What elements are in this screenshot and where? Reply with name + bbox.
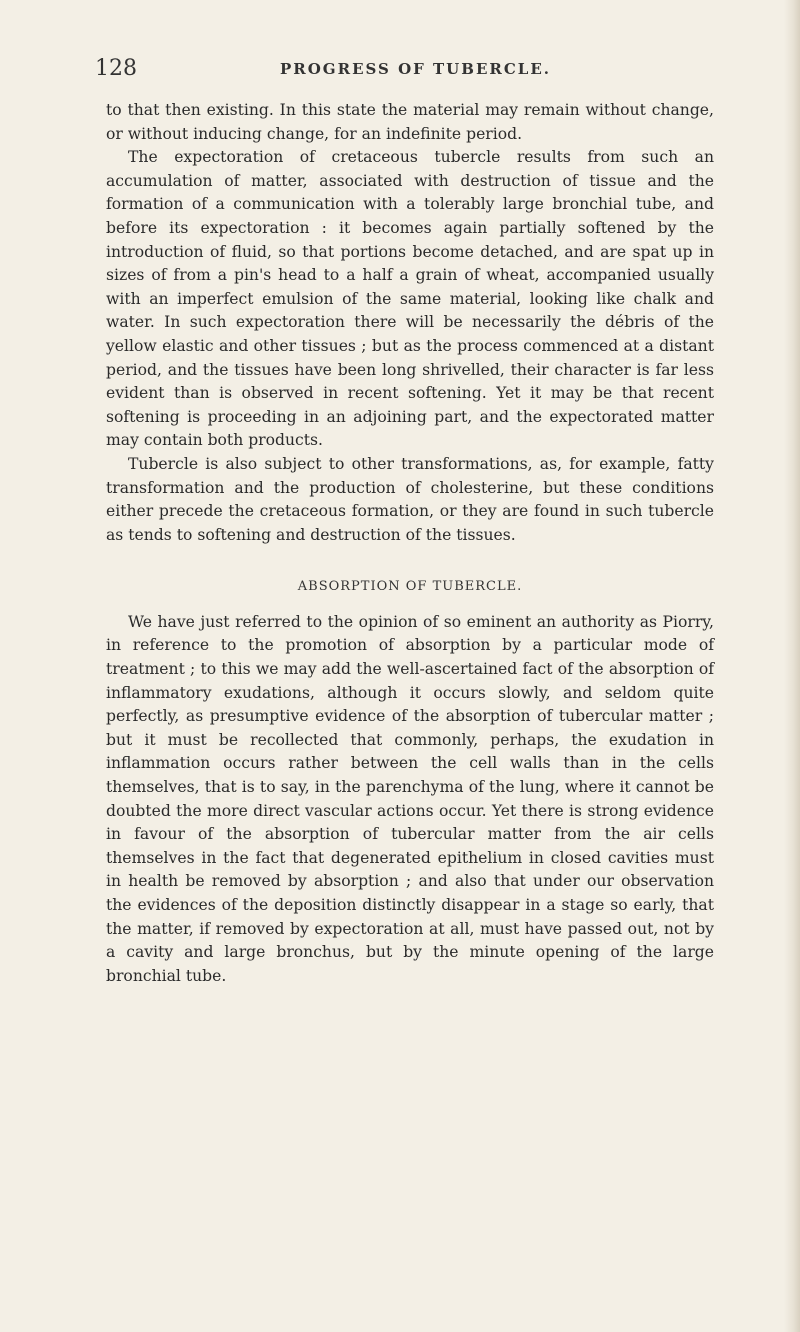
paragraph-absorption: We have just referred to the opinion of so eminent an authority as Piorry, in reference to the promotion of absorption by a particular mode of treatment ; to this we may add the well-ascertained fact of the absorption of inflammatory exudations, although it occurs slowly, and seldom quite perfectly, as presumptive evidence of the absorption of tubercular matter ; but it must be recollected that commonly, perhaps, the exudation in inflammation occurs rather between the cell walls than in the cells themselves, that is to say, in the parenchyma of the lung, where it cannot be doubted the more direct vascular actions occur. Yet there is strong evidence in favour of the absorption of tubercular matter from the air cells themselves in the fact that degenerated epithelium in closed cavities must in health be removed by absorption ; and also that under our observation the evidences of the deposition distinctly disappear in a stage so early, that the matter, if removed by expectoration at all, must have passed out, not by a cavity and large bronchus, but by the minute opening of the large bronchial tube. (106, 612, 714, 985)
paragraph-cretaceous-expectoration: The expectoration of cretaceous tubercle results from such an accumulation of matter, associated with destruction of tissue and the formation of a communication with a tolerably large bronchial tube, and before its expectoration : it becomes again partially softened by the introduction of fluid, so that portions become detached, and are spat up in sizes of from a pin's head to a half a grain of wheat, accompanied usually with an imperfect emulsion of the same material, looking like chalk and water. In such expectoration there will be necessarily the débris of the yellow elastic and other tissues ; but as the process commenced at a distant period, and the tissues have been long shrivelled, their character is far less evident than is observed in recent softening. Yet it may be that recent softening is proceeding in an adjoining part, and the expectorated matter may contain both products. (106, 148, 714, 450)
paragraph-continuation: to that then existing. In this state the material may remain without change, or without inducing change, for an indefinite period. (106, 101, 714, 143)
page-number: 128 (95, 56, 137, 81)
section-heading: ABSORPTION OF TUBERCLE. (297, 579, 523, 595)
paragraph-other-transformations: Tubercle is also subject to other transformations, as, for example, fatty transformation and the production of cholesterine, but these conditions either precede the cretaceous formation, or they are found in such tubercle as tends to softening and destruction of the tissues. (106, 454, 714, 544)
page-header (95, 56, 715, 84)
page-edge-shadow (784, 0, 800, 1332)
running-head: PROGRESS OF TUBERCLE. (280, 60, 551, 78)
body-text (106, 99, 714, 988)
